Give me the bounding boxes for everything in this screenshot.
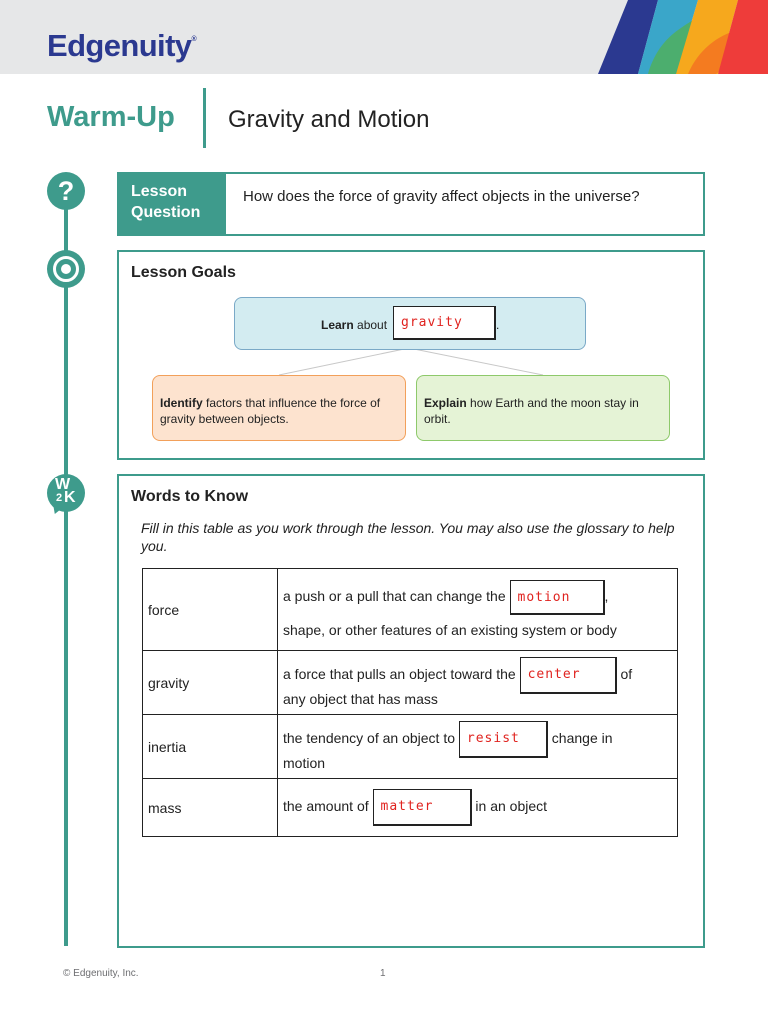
topic-title: Gravity and Motion xyxy=(228,106,430,133)
goal-answer-text: gravity xyxy=(401,315,463,330)
answer-field-motion[interactable] xyxy=(510,580,605,615)
lesson-question-text: How does the force of gravity affect objects in the universe? xyxy=(243,188,640,205)
logo-registered-mark: ® xyxy=(191,35,197,43)
goal-explain-body: how Earth and the moon stay in orbit. xyxy=(424,396,639,426)
definition-line1 xyxy=(283,580,672,615)
definition-text: , xyxy=(604,588,609,605)
answer-field-center[interactable] xyxy=(520,657,617,694)
lesson-goals-heading: Lesson Goals xyxy=(131,264,236,281)
term-cell: force xyxy=(143,569,278,651)
words-to-know-box xyxy=(117,474,705,948)
header-band xyxy=(0,0,768,74)
words-to-know-instructions: Fill in this table as you work through the lesson. You may also use the glossary to help you. xyxy=(141,520,675,554)
vocab-table xyxy=(142,568,678,837)
logo-text: Edgenuity xyxy=(47,28,192,63)
goal-identify-box xyxy=(152,375,406,441)
goal-identify-text xyxy=(160,395,392,427)
goal-main-period: . xyxy=(496,318,500,332)
brand-decoration xyxy=(598,0,768,74)
definition-line1 xyxy=(283,789,672,826)
goal-main-box xyxy=(234,297,586,350)
table-row xyxy=(143,651,678,715)
target-icon xyxy=(47,250,85,288)
definition-text: the amount of xyxy=(283,798,373,815)
lesson-question-box xyxy=(117,172,705,236)
answer-text: resist xyxy=(466,731,520,746)
term-cell: mass xyxy=(143,779,278,837)
definition-text: the tendency of an object to xyxy=(283,730,459,747)
definition-line2: any object that has mass xyxy=(283,691,438,707)
definition-text: a force that pulls an object toward the xyxy=(283,666,520,683)
definition-text: of xyxy=(616,666,633,683)
footer-page-number: 1 xyxy=(380,968,386,979)
label-line1: Lesson xyxy=(131,183,188,200)
goal-answer-field[interactable] xyxy=(393,306,496,340)
answer-field-resist[interactable] xyxy=(459,721,548,758)
goal-explain-box xyxy=(416,375,670,441)
answer-text: matter xyxy=(380,799,434,814)
definition-text: change in xyxy=(547,730,613,747)
title-divider xyxy=(203,88,206,148)
edgenuity-logo xyxy=(47,28,196,64)
section-title: Warm-Up xyxy=(47,101,175,133)
definition-cell xyxy=(278,569,678,651)
definition-line1 xyxy=(283,721,672,758)
goal-main-verb: Learn xyxy=(321,318,354,332)
definition-line2: shape, or other features of an existing system or body xyxy=(283,622,617,638)
goal-main-about: about xyxy=(353,318,388,332)
label-line2: Question xyxy=(131,204,201,221)
definition-line1 xyxy=(283,657,672,694)
table-row xyxy=(143,569,678,651)
definition-cell xyxy=(278,651,678,715)
table-row xyxy=(143,715,678,779)
goal-identify-body: factors that influence the force of gravity between objects. xyxy=(160,396,381,426)
definition-text: a push or a pull that can change the xyxy=(283,588,510,605)
definition-cell xyxy=(278,779,678,837)
goal-identify-verb: Identify xyxy=(160,396,203,410)
lesson-question-label xyxy=(119,174,226,234)
definition-cell xyxy=(278,715,678,779)
answer-text: center xyxy=(527,667,581,682)
term-cell: gravity xyxy=(143,651,278,715)
goal-main-text xyxy=(321,318,387,332)
goal-explain-verb: Explain xyxy=(424,396,467,410)
question-icon: ? xyxy=(47,172,85,210)
term-cell: inertia xyxy=(143,715,278,779)
words-to-know-icon: W 2 K xyxy=(47,474,85,512)
words-to-know-heading: Words to Know xyxy=(131,488,249,505)
footer-copyright: © Edgenuity, Inc. xyxy=(63,968,139,979)
definition-line2: motion xyxy=(283,755,326,771)
definition-text: in an object xyxy=(471,798,548,815)
answer-field-matter[interactable] xyxy=(373,789,472,826)
lesson-goals-box xyxy=(117,250,705,460)
answer-text: motion xyxy=(517,590,571,605)
table-row xyxy=(143,779,678,837)
timeline-line xyxy=(64,190,68,946)
goal-explain-text xyxy=(424,395,656,427)
